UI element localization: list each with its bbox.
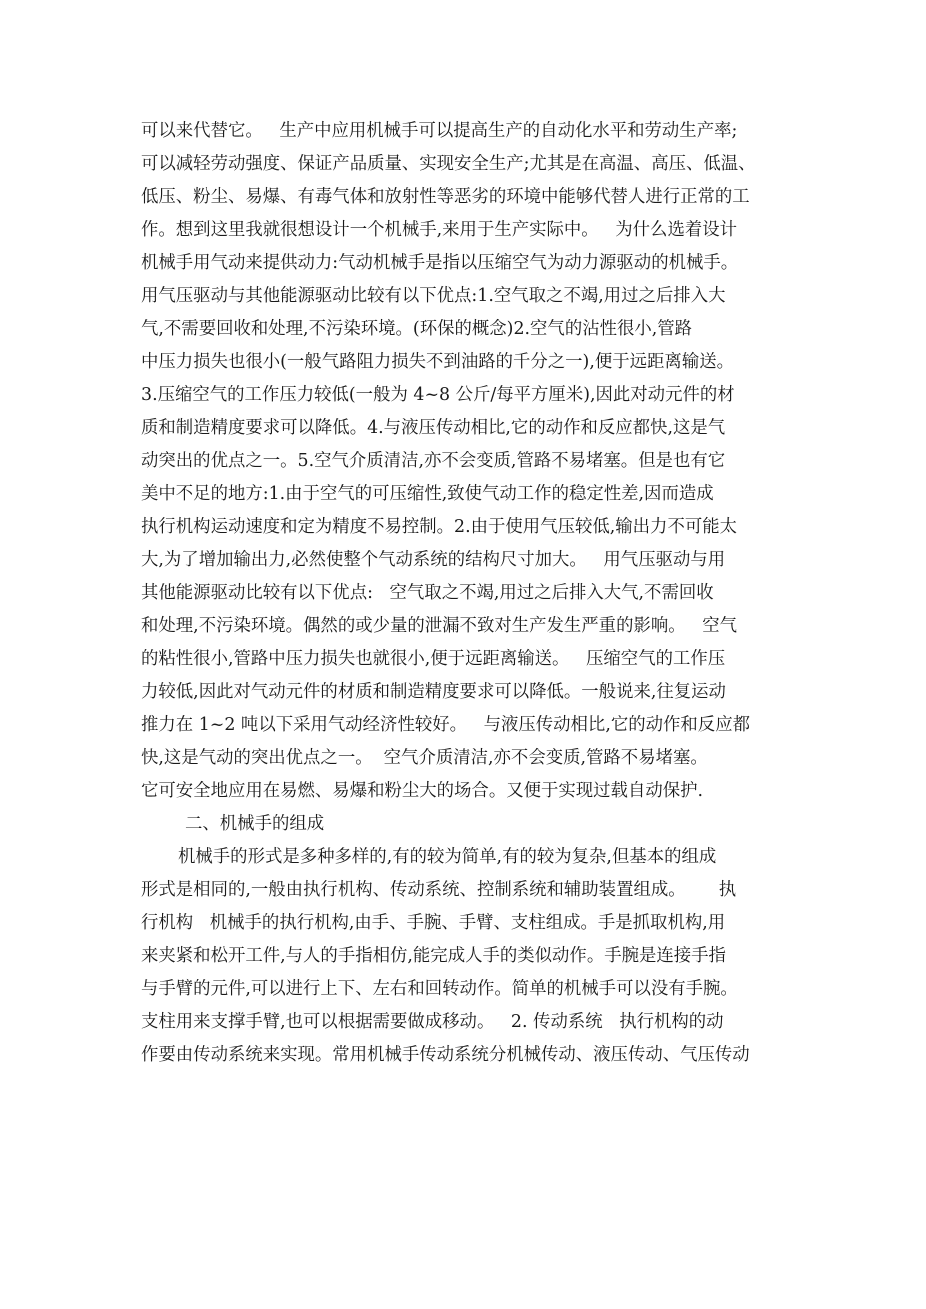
paragraph-line: 可以来代替它。 生产中应用机械手可以提高生产的自动化水平和劳动生产率; <box>141 121 738 141</box>
section-heading: 二、机械手的组成 <box>185 814 325 834</box>
paragraph-line: 与手臂的元件,可以进行上下、左右和回转动作。简单的机械手可以没有手腕。 <box>141 979 738 999</box>
paragraph-line: 它可安全地应用在易燃、易爆和粉尘大的场合。又便于实现过载自动保护. <box>141 781 704 801</box>
paragraph-line: 力较低,因此对气动元件的材质和制造精度要求可以降低。一般说来,往复运动 <box>141 682 726 702</box>
paragraph-line: 机械手的形式是多种多样的,有的较为简单,有的较为复杂,但基本的组成 <box>178 847 717 867</box>
paragraph-line: 美中不足的地方:1.由于空气的可压缩性,致使气动工作的稳定性差,因而造成 <box>141 484 714 504</box>
paragraph-line: 行机构 机械手的执行机构,由手、手腕、手臂、支柱组成。手是抓取机构,用 <box>141 913 726 933</box>
paragraph-line: 动突出的优点之一。5.空气介质清洁,亦不会变质,管路不易堵塞。但是也有它 <box>141 451 726 471</box>
paragraph-line: 推力在 1~2 吨以下采用气动经济性较好。 与液压传动相比,它的动作和反应都 <box>141 715 750 735</box>
paragraph-line: 和处理,不污染环境。偶然的或少量的泄漏不致对生产发生严重的影响。 空气 <box>141 616 738 636</box>
paragraph-line: 大,为了增加输出力,必然使整个气动系统的结构尺寸加大。 用气压驱动与用 <box>141 550 726 570</box>
paragraph-line: 作要由传动系统来实现。常用机械手传动系统分机械传动、液压传动、气压传动 <box>141 1045 750 1065</box>
paragraph-line: 用气压驱动与其他能源驱动比较有以下优点:1.空气取之不竭,用过之后排入大 <box>141 286 726 306</box>
paragraph-line: 可以减轻劳动强度、保证产品质量、实现安全生产;尤其是在高温、高压、低温、 <box>141 154 756 174</box>
paragraph-line: 3.压缩空气的工作压力较低(一般为 4~8 公斤/每平方厘米),因此对动元件的材 <box>141 385 735 405</box>
paragraph-line: 执行机构运动速度和定为精度不易控制。2.由于使用气压较低,输出力不可能太 <box>141 517 738 537</box>
paragraph-line: 的粘性很小,管路中压力损失也就很小,便于远距离输送。 压缩空气的工作压 <box>141 649 726 669</box>
paragraph-line: 气,不需要回收和处理,不污染环境。(环保的概念)2.空气的沾性很小,管路 <box>141 319 693 339</box>
paragraph-line: 来夹紧和松开工件,与人的手指相仿,能完成人手的类似动作。手腕是连接手指 <box>141 946 726 966</box>
paragraph-line: 形式是相同的,一般由执行机构、传动系统、控制系统和辅助装置组成。 执 <box>141 880 737 900</box>
paragraph-line: 其他能源驱动比较有以下优点: 空气取之不竭,用过之后排入大气,不需回收 <box>141 583 714 603</box>
paragraph-line: 低压、粉尘、易爆、有毒气体和放射性等恶劣的环境中能够代替人进行正常的工 <box>141 187 750 207</box>
paragraph-line: 支柱用来支撑手臂,也可以根据需要做成移动。 2. 传动系统 执行机构的动 <box>141 1012 724 1032</box>
paragraph-line: 快,这是气动的突出优点之一。 空气介质清洁,亦不会变质,管路不易堵塞。 <box>141 748 708 768</box>
paragraph-line: 中压力损失也很小(一般气路阻力损失不到油路的千分之一),便于远距离输送。 <box>141 352 734 372</box>
paragraph-line: 机械手用气动来提供动力:气动机械手是指以压缩空气为动力源驱动的机械手。 <box>141 253 739 273</box>
paragraph-line: 质和制造精度要求可以降低。4.与液压传动相比,它的动作和反应都快,这是气 <box>141 418 726 438</box>
paragraph-line: 作。想到这里我就很想设计一个机械手,来用于生产实际中。 为什么选着设计 <box>141 220 738 240</box>
